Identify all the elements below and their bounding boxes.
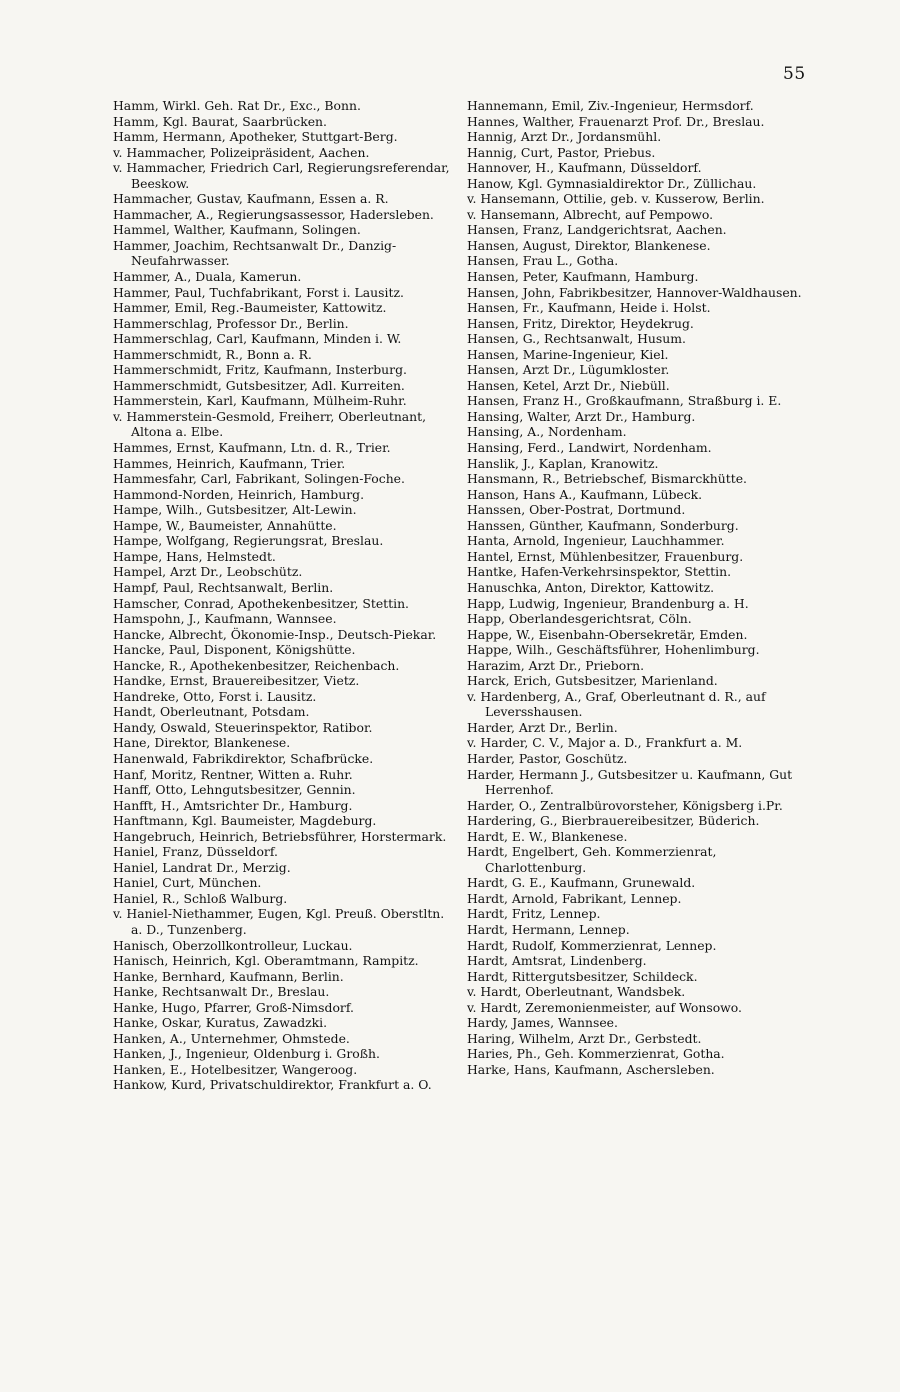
directory-entry: Hansing, A., Nordenham.: [467, 424, 627, 440]
directory-entry: Hammes, Ernst, Kaufmann, Ltn. d. R., Trier.: [113, 440, 391, 456]
directory-entry: Hammerschlag, Carl, Kaufmann, Minden i. W.: [113, 331, 402, 347]
directory-entry: Hammer, Joachim, Rechtsanwalt Dr., Danzig-Neufahrwasser.: [113, 237, 397, 269]
directory-entry: Hanke, Oskar, Kuratus, Zawadzki.: [113, 1015, 328, 1031]
directory-entry: Hansen, Arzt Dr., Lügumkloster.: [467, 362, 670, 378]
directory-entry: Hannig, Arzt Dr., Jordansmühl.: [467, 129, 662, 145]
directory-entry: Hamspohn, J., Kaufmann, Wannsee.: [113, 611, 337, 627]
directory-entry: Hanenwald, Fabrikdirektor, Schafbrücke.: [113, 750, 374, 766]
directory-entry: v. Hardt, Oberleutnant, Wandsbek.: [467, 984, 686, 1000]
directory-entry: Hammesfahr, Carl, Fabrikant, Solingen-Foche.: [113, 471, 405, 487]
directory-entry: Haniel, Curt, München.: [113, 875, 262, 891]
directory-entry: Hardt, Engelbert, Geh. Kommerzienrat, Charlottenburg.: [467, 844, 717, 875]
directory-entry: Hanke, Hugo, Pfarrer, Groß-Nimsdorf.: [113, 999, 354, 1015]
directory-entry: Hanisch, Oberzollkontrolleur, Luckau.: [113, 937, 353, 953]
directory-entry: Hammerschmidt, Fritz, Kaufmann, Insterburg.: [113, 362, 407, 378]
directory-entry: Haniel, Landrat Dr., Merzig.: [113, 859, 291, 875]
directory-entry: Handreke, Otto, Forst i. Lausitz.: [113, 688, 317, 704]
directory-entry: Haniel, Franz, Düsseldorf.: [113, 844, 278, 860]
directory-entry: Hammes, Heinrich, Kaufmann, Trier.: [113, 455, 346, 471]
directory-entry: Hansen, Franz H., Großkaufmann, Straßburg i. E.: [467, 393, 782, 409]
directory-entry: Harder, Arzt Dr., Berlin.: [467, 719, 618, 735]
right-column: [467, 98, 805, 1077]
directory-entry: Hanuschka, Anton, Direktor, Kattowitz.: [467, 579, 715, 595]
directory-entry: Hancke, Paul, Disponent, Königshütte.: [113, 642, 356, 658]
directory-entry: Harke, Hans, Kaufmann, Aschersleben.: [467, 1061, 715, 1077]
directory-entry: Handke, Ernst, Brauereibesitzer, Vietz.: [113, 673, 360, 689]
directory-entry: Hannemann, Emil, Ziv.-Ingenieur, Hermsdorf.: [467, 98, 754, 113]
directory-entry: Hammerstein, Karl, Kaufmann, Mülheim-Ruhr.: [113, 393, 407, 409]
directory-entry: Hane, Direktor, Blankenese.: [113, 735, 291, 751]
directory-entry: v. Haniel-Niethammer, Eugen, Kgl. Preuß. Oberstltn. a. D., Tunzenberg.: [113, 906, 445, 937]
directory-entry: Hardy, James, Wannsee.: [467, 1015, 618, 1031]
directory-entry: Hardt, G. E., Kaufmann, Grunewald.: [467, 875, 696, 891]
directory-entry: Hannes, Walther, Frauenarzt Prof. Dr., Breslau.: [467, 113, 765, 129]
directory-entry: Hansen, Fritz, Direktor, Heydekrug.: [467, 315, 694, 331]
directory-entry: Hanssen, Ober-Postrat, Dortmund.: [467, 502, 686, 518]
directory-entry: Hammer, Paul, Tuchfabrikant, Forst i. Lausitz.: [113, 284, 404, 300]
directory-entry: Hansing, Walter, Arzt Dr., Hamburg.: [467, 408, 696, 424]
directory-entry: Hanf, Moritz, Rentner, Witten a. Ruhr.: [113, 766, 353, 782]
directory-entry: Hardt, Rudolf, Kommerzienrat, Lennep.: [467, 937, 717, 953]
directory-entry: Hantke, Hafen-Verkehrsinspektor, Stettin.: [467, 564, 732, 580]
directory-entry: v. Hansemann, Albrecht, auf Pempowo.: [467, 206, 714, 222]
directory-entry: Hampe, Wilh., Gutsbesitzer, Alt-Lewin.: [113, 502, 357, 518]
directory-entry: Haries, Ph., Geh. Kommerzienrat, Gotha.: [467, 1046, 725, 1062]
directory-entry: Hamscher, Conrad, Apothekenbesitzer, Stettin.: [113, 595, 409, 611]
directory-entry: v. Hardt, Zeremonienmeister, auf Wonsowo.: [467, 999, 742, 1015]
directory-entry: Hansing, Ferd., Landwirt, Nordenham.: [467, 440, 712, 456]
directory-entry: Hanta, Arnold, Ingenieur, Lauchhammer.: [467, 533, 725, 549]
directory-entry: Hampel, Arzt Dr., Leobschütz.: [113, 564, 303, 580]
directory-entry: Hardt, Hermann, Lennep.: [467, 921, 630, 937]
directory-entry: v. Hammacher, Polizeipräsident, Aachen.: [113, 144, 370, 160]
directory-entry: Hansen, Franz, Landgerichtsrat, Aachen.: [467, 222, 727, 238]
directory-entry: Hamm, Kgl. Baurat, Saarbrücken.: [113, 113, 327, 129]
directory-entry: Hansen, Marine-Ingenieur, Kiel.: [467, 346, 669, 362]
directory-entry: Hansen, Fr., Kaufmann, Heide i. Holst.: [467, 300, 711, 316]
directory-entry: Hammacher, A., Regierungsassessor, Hadersleben.: [113, 206, 434, 222]
directory-entry: Hampf, Paul, Rechtsanwalt, Berlin.: [113, 579, 334, 595]
directory-entry: v. Hansemann, Ottilie, geb. v. Kusserow, Berlin.: [467, 191, 765, 207]
directory-entry: v. Hammacher, Friedrich Carl, Regierungsreferendar, Beeskow.: [113, 160, 450, 191]
directory-entry: v. Hammerstein-Gesmold, Freiherr, Oberleutnant, Altona a. Elbe.: [113, 408, 427, 440]
directory-entry: Harder, Pastor, Goschütz.: [467, 750, 628, 766]
directory-entry: v. Harder, C. V., Major a. D., Frankfurt a. M.: [467, 735, 743, 751]
directory-entry: Hanken, A., Unternehmer, Ohmstede.: [113, 1030, 350, 1046]
directory-entry: Hammel, Walther, Kaufmann, Solingen.: [113, 222, 361, 238]
directory-entry: v. Hardenberg, A., Graf, Oberleutnant d. R., auf Leversshausen.: [467, 688, 766, 720]
directory-entry: Hanfft, H., Amtsrichter Dr., Hamburg.: [113, 797, 353, 813]
directory-entry: Happe, Wilh., Geschäftsführer, Hohenlimburg.: [467, 642, 760, 658]
directory-entry: Hansen, G., Rechtsanwalt, Husum.: [467, 331, 686, 347]
directory-entry: Hansen, John, Fabrikbesitzer, Hannover-Waldhausen.: [467, 284, 802, 300]
directory-entry: Hardt, Arnold, Fabrikant, Lennep.: [467, 890, 682, 906]
directory-entry: Hanslik, J., Kaplan, Kranowitz.: [467, 455, 659, 471]
directory-entry: Hangebruch, Heinrich, Betriebsführer, Horstermark.: [113, 828, 447, 844]
directory-entry: Harazim, Arzt Dr., Prieborn.: [467, 657, 645, 673]
directory-entry: Hammerschmidt, R., Bonn a. R.: [113, 346, 312, 362]
directory-entry: Hansen, August, Direktor, Blankenese.: [467, 237, 711, 253]
directory-entry: Hammerschlag, Professor Dr., Berlin.: [113, 315, 349, 331]
page-number: 55: [783, 64, 806, 84]
directory-entry: Hamm, Wirkl. Geh. Rat Dr., Exc., Bonn.: [113, 98, 361, 113]
directory-entry: Hancke, R., Apothekenbesitzer, Reichenbach.: [113, 657, 400, 673]
directory-entry: Hammerschmidt, Gutsbesitzer, Adl. Kurreiten.: [113, 377, 405, 393]
directory-entry: Hammer, Emil, Reg.-Baumeister, Kattowitz.: [113, 300, 387, 316]
directory-entry: Hanow, Kgl. Gymnasialdirektor Dr., Züllichau.: [467, 175, 757, 191]
directory-entry: Harck, Erich, Gutsbesitzer, Marienland.: [467, 673, 718, 689]
directory-entry: Hanken, E., Hotelbesitzer, Wangeroog.: [113, 1061, 358, 1077]
directory-entry: Hammacher, Gustav, Kaufmann, Essen a. R.: [113, 191, 389, 207]
directory-entry: Hardt, Rittergutsbesitzer, Schildeck.: [467, 968, 698, 984]
directory-entry: Hampe, W., Baumeister, Annahütte.: [113, 517, 337, 533]
directory-entry: Hansen, Frau L., Gotha.: [467, 253, 619, 269]
directory-entry: Hammer, A., Duala, Kamerun.: [113, 269, 302, 285]
directory-entry: Happe, W., Eisenbahn-Obersekretär, Emden.: [467, 626, 748, 642]
directory-entry: Happ, Ludwig, Ingenieur, Brandenburg a. H.: [467, 595, 749, 611]
directory-entry: Hansen, Ketel, Arzt Dr., Niebüll.: [467, 377, 670, 393]
directory-entry: Hampe, Hans, Helmstedt.: [113, 548, 276, 564]
directory-entry: Hantel, Ernst, Mühlenbesitzer, Frauenburg.: [467, 548, 744, 564]
directory-entry: Hansmann, R., Betriebschef, Bismarckhütte.: [467, 471, 747, 487]
directory-entry: Hardering, G., Bierbrauereibesitzer, Büderich.: [467, 813, 760, 829]
directory-entry: Hanisch, Heinrich, Kgl. Oberamtmann, Rampitz.: [113, 953, 419, 969]
directory-entry: Hardt, Fritz, Lennep.: [467, 906, 601, 922]
directory-entry: Hanke, Bernhard, Kaufmann, Berlin.: [113, 968, 344, 984]
directory-entry: Hannig, Curt, Pastor, Priebus.: [467, 144, 656, 160]
directory-entry: Hanken, J., Ingenieur, Oldenburg i. Großh.: [113, 1046, 380, 1062]
directory-entry: Hannover, H., Kaufmann, Düsseldorf.: [467, 160, 702, 176]
directory-entry: Hampe, Wolfgang, Regierungsrat, Breslau.: [113, 533, 384, 549]
directory-entry: Hanftmann, Kgl. Baumeister, Magdeburg.: [113, 813, 377, 829]
directory-entry: Handy, Oswald, Steuerinspektor, Ratibor.: [113, 719, 373, 735]
directory-entry: Hanke, Rechtsanwalt Dr., Breslau.: [113, 984, 330, 1000]
directory-entry: Haring, Wilhelm, Arzt Dr., Gerbstedt.: [467, 1030, 702, 1046]
directory-entry: Hanson, Hans A., Kaufmann, Lübeck.: [467, 486, 703, 502]
directory-entry: Hancke, Albrecht, Ökonomie-Insp., Deutsch-Piekar.: [113, 626, 437, 642]
directory-entry: Hamm, Hermann, Apotheker, Stuttgart-Berg.: [113, 129, 398, 145]
directory-entry: Hardt, E. W., Blankenese.: [467, 828, 628, 844]
left-column: [113, 98, 451, 1093]
directory-entry: Harder, Hermann J., Gutsbesitzer u. Kaufmann, Gut Herrenhof.: [467, 766, 793, 798]
directory-entry: Hardt, Amtsrat, Lindenberg.: [467, 953, 647, 969]
directory-entry: Handt, Oberleutnant, Potsdam.: [113, 704, 310, 720]
directory-entry: Hankow, Kurd, Privatschuldirektor, Frankfurt a. O.: [113, 1077, 432, 1093]
directory-entry: Haniel, R., Schloß Walburg.: [113, 890, 288, 906]
directory-entry: Hammond-Norden, Heinrich, Hamburg.: [113, 486, 365, 502]
directory-entry: Harder, O., Zentralbürovorsteher, Königsberg i.Pr.: [467, 797, 783, 813]
directory-entry: Hanff, Otto, Lehngutsbesitzer, Gennin.: [113, 782, 356, 798]
directory-entry: Hansen, Peter, Kaufmann, Hamburg.: [467, 269, 699, 285]
directory-entry: Hanssen, Günther, Kaufmann, Sonderburg.: [467, 517, 739, 533]
directory-entry: Happ, Oberlandesgerichtsrat, Cöln.: [467, 611, 692, 627]
